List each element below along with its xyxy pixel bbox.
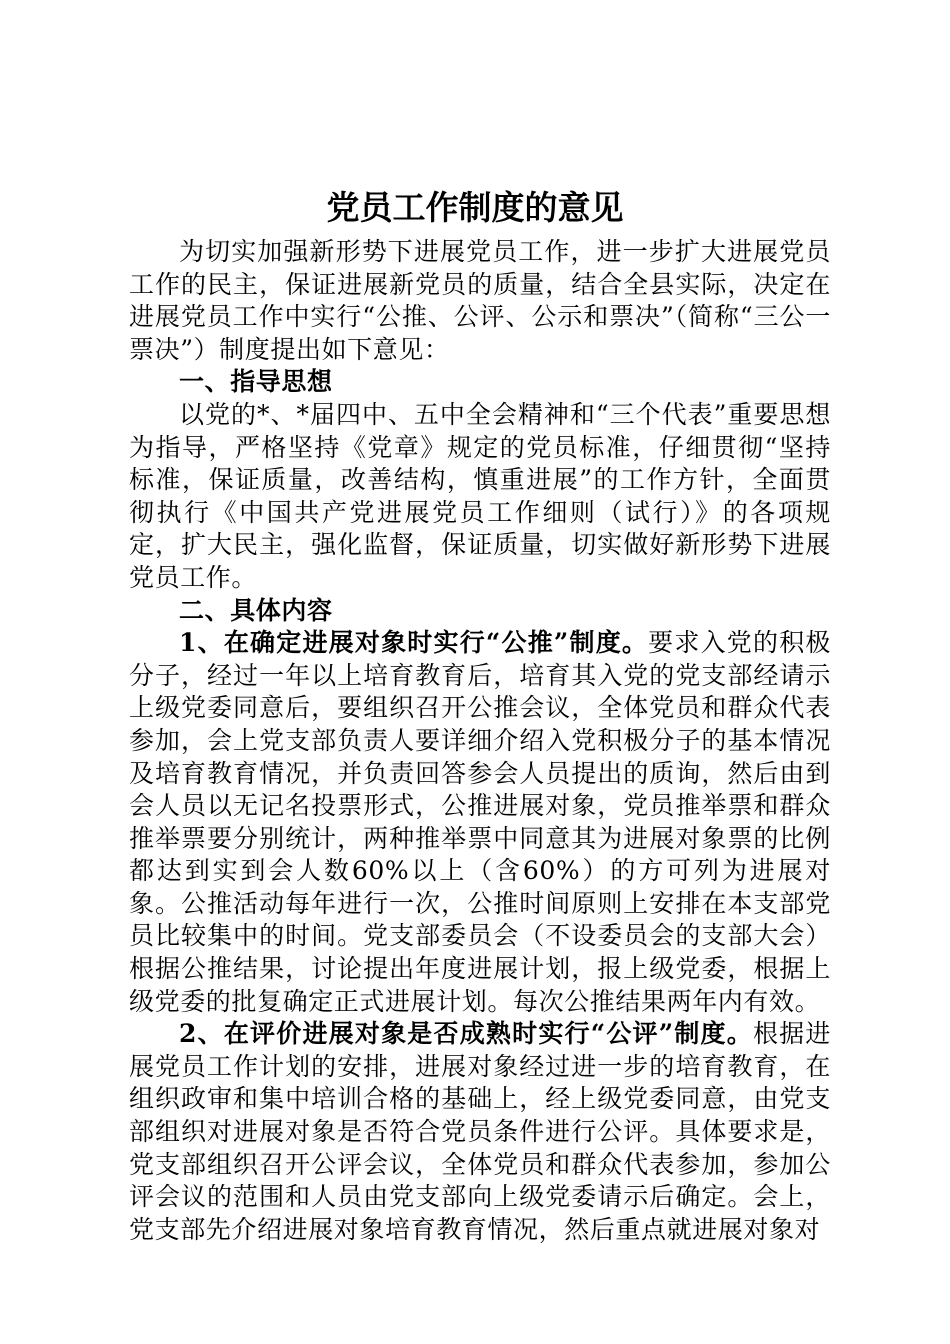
item1-body: 要求入党的积极分子，经过一年以上培育教育后，培育其入党的党支部经请示上级党委同意后，要组织召开公推会议，全体党员和群众代表参加，会上党支部负责人要详细介绍入党积极分子的基本情况及培育教育情况，并负责回答参会人员提出的质询，然后由到会人员以无记名投票形式，公推进展对象，党员推举票和群众推举票要分别统计，两种推举票中同意其为进展对象票的比例都达到实到会人数60%以上（含60%）的方可列为进展对象。公推活动每年进行一次，公推时间原则上安排在本支部党员比较集中的时间。党支部委员会（不设委员会的支部大会）根据公推结果，讨论提出年度进展计划，报上级党委，根据上级党委的批复确定正式进展计划。每次公推结果两年内有效。 bbox=[129, 628, 831, 1016]
guiding-paragraph: 以党的*、*届四中、五中全会精神和“三个代表”重要思想为指导，严格坚持《党章》规定的党员标准，仔细贯彻“坚持标准，保证质量，改善结构，慎重进展”的工作方针，全面贯彻执行《中国共产党进展党员工作细则（试行）》的各项规定，扩大民主，强化监督，保证质量，切实做好新形势下进展党员工作。 bbox=[129, 399, 831, 592]
item1-paragraph bbox=[129, 627, 831, 1018]
item2-lead: 2、在评价进展对象是否成熟时实行“公评”制度。 bbox=[179, 1019, 753, 1049]
document-title: 党员工作制度的意见 bbox=[326, 188, 624, 227]
section-heading-guiding: 一、指导思想 bbox=[179, 367, 333, 397]
section-heading-content: 二、具体内容 bbox=[179, 595, 333, 625]
intro-paragraph: 为切实加强新形势下进展党员工作，进一步扩大进展党员工作的民主，保证进展新党员的质量，结合全县实际，决定在进展党员工作中实行“公推、公评、公示和票决”（简称“三公一票决”）制度提出如下意见： bbox=[129, 237, 831, 364]
item2-body: 根据进展党员工作计划的安排，进展对象经过进一步的培育教育，在组织政审和集中培训合格的基础上，经上级党委同意，由党支部组织对进展对象是否符合党员条件进行公评。具体要求是，党支部组织召开公评会议，全体党员和群众代表参加，参加公评会议的范围和人员由党支部向上级党委请示后确定。会上，党支部先介绍进展对象培育教育情况，然后重点就进展对象对 bbox=[129, 1019, 831, 1244]
document-body bbox=[129, 236, 831, 1246]
item1-lead: 1、在确定进展对象时实行“公推”制度。 bbox=[179, 628, 649, 658]
item2-paragraph bbox=[129, 1018, 831, 1246]
